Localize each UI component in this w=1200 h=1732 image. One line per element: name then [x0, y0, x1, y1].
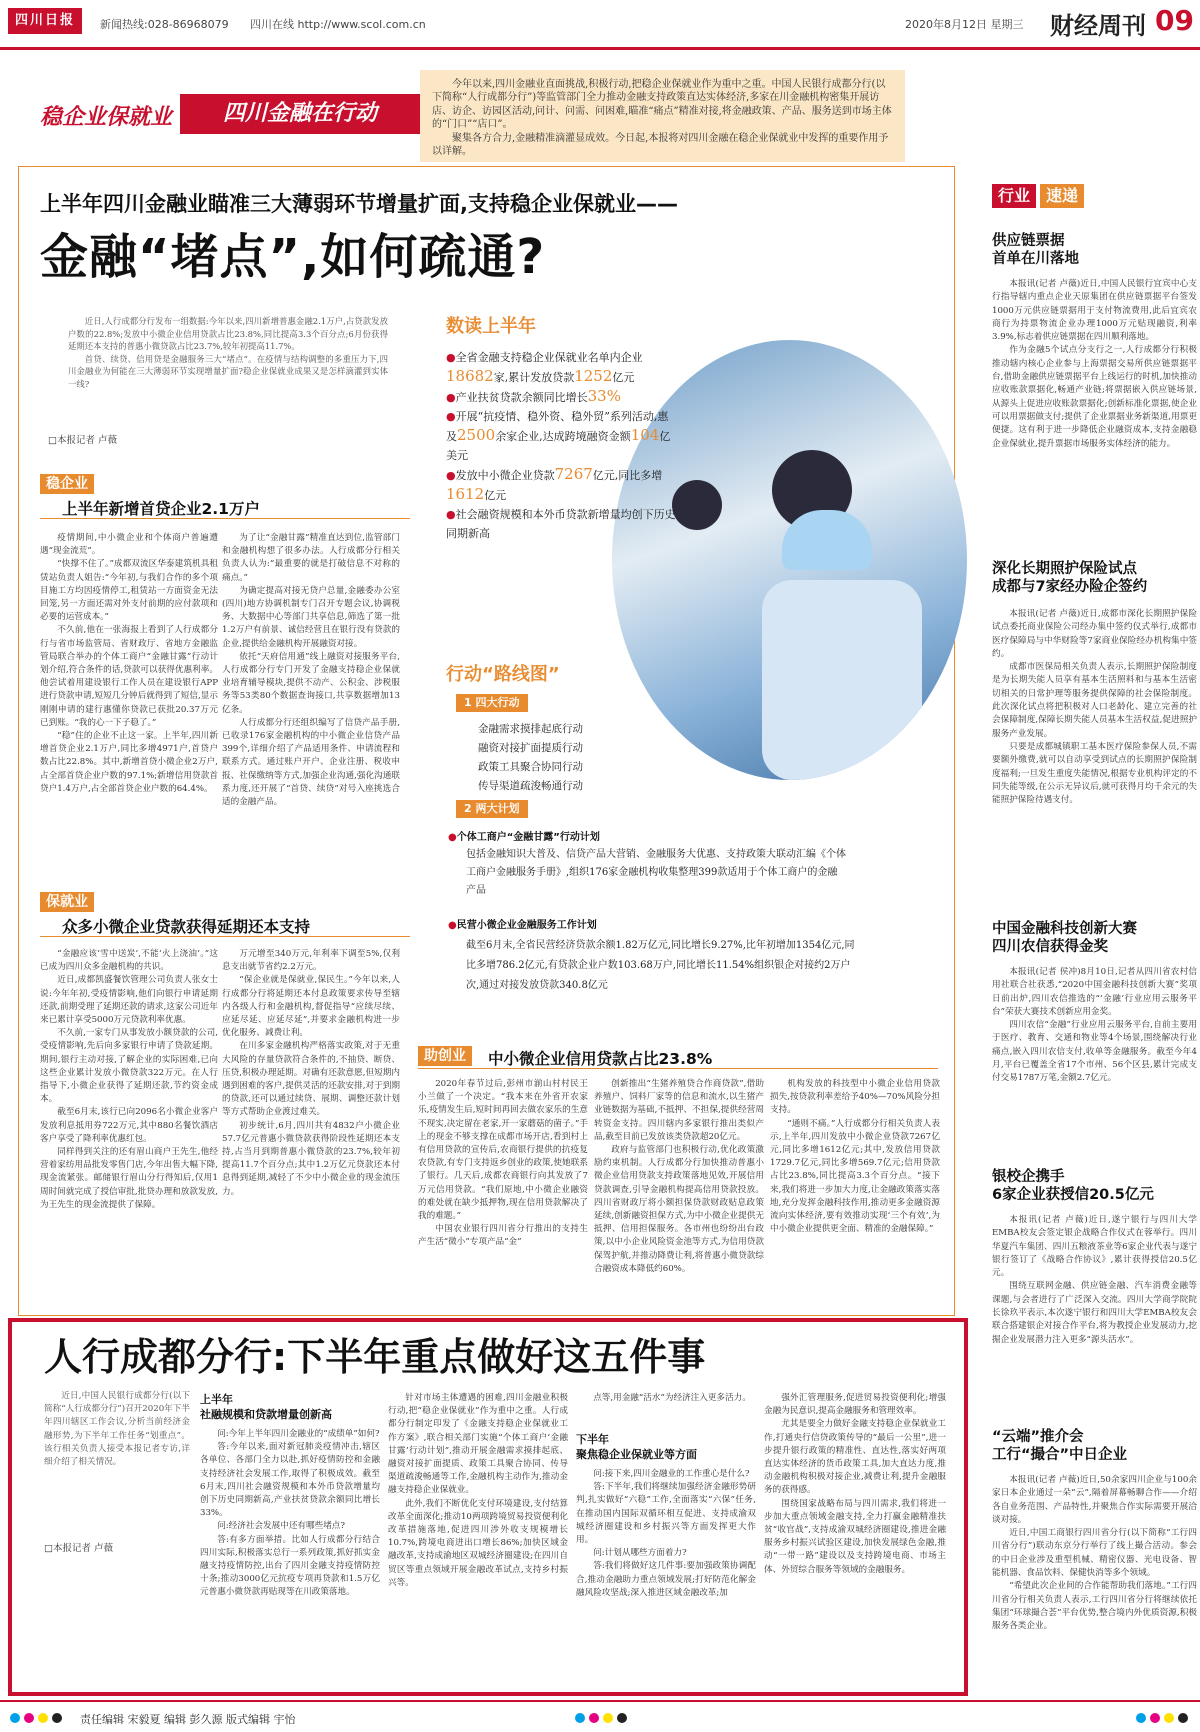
step-number: 2	[464, 802, 472, 815]
feature-col4	[764, 1392, 946, 1688]
s3-col1	[418, 1078, 588, 1310]
paragraph: 针对市场主体遭遇的困难,四川金融业积极行动,把“稳企业保就业”作为重中之重。人行成都分行制定印发了《金融支持稳企业保就业工作方案》,联合相关部门实施“个体工商户‘金融甘露’行动计划”,推动开展金融需求摸排起底、融资对接扩面提质、政策工具聚合协同、传导渠道疏浚畅通等工作,金融机构主动作为,推动金融支持稳企业保就业。	[388, 1393, 568, 1496]
stat-number: 18682	[446, 367, 494, 385]
feature-intro	[44, 1390, 190, 1530]
sidebar-tag-industry: 行业	[992, 184, 1036, 208]
s2-col1	[40, 948, 218, 1310]
photo-figure	[762, 580, 922, 780]
step-label: 两大计划	[475, 802, 520, 815]
paragraph: 中国农业银行四川省分行推出的支持生产生活“微小”专项产品“金”	[418, 1224, 588, 1248]
news-2-title: 深化长期照护保险试点 成都与7家经办险企签约	[992, 561, 1148, 595]
roadmap-item: 传导渠道疏浚畅通行动	[478, 780, 583, 792]
lead-byline: □本报记者 卢薇	[48, 435, 117, 446]
hotline: 新闻热线:028-86968079	[100, 18, 229, 31]
paragraph: 不久前,一家专门从事发放小额贷款的公司,受疫情影响,先后向多家银行申请了贷款延期。期间,银行主动对接,了解企业的实际困难,已向这些企业累计发放小微贷款322万元。在人行指导下,小微企业获得了延期还款,节约资金成本。	[40, 1028, 218, 1105]
paragraph: 近日,成都凯盛餐饮管理公司负责人张女士说:今年年初,受疫情影响,他们向银行申请延期还款,前期受理了延期还款的请求,这家公司近年来已累计享受5000万元贷款利率优惠。	[40, 975, 218, 1026]
issue-date: 2020年8月12日 星期三	[905, 18, 1024, 31]
news-3-title: 中国金融科技创新大赛 四川农信获得金奖	[992, 921, 1137, 955]
page-number: 09	[1155, 4, 1194, 37]
step-1-badge	[456, 694, 528, 712]
paragraph: 答:下半年,我们将继续加强经济金融形势研判,扎实做好“六稳”工作,全面落实“六保”任务,在推动国内国际双循环相互促进、支持成渝双城经济圈建设和乡村振兴等方面发挥更大作用。	[576, 1482, 756, 1546]
paragraph: “希望此次企业间的合作能帮助我们落地。”工行四川省分行相关负责人表示,工行四川省分行将继续依托集团“环球撮合荟”平台优势,整合境内外优质资源,积极服务各类企业。	[992, 1581, 1197, 1632]
paragraph: 此外,我们不断优化支付环境建设,支付结算改革全面深化;推动10两项跨境贸易投资便利化改革措施落地,促进四川涉外收支规模增长10.7%,跨境电商进出口增长86%;加快区域金融改革,支持成渝地区双城经济圈建设;在四川自贸区等重点领域开展金融改革试点,支持乡村振兴等。	[388, 1498, 568, 1588]
intro-para: 今年以来,四川金融业直面挑战,积极行动,把稳企业保就业作为重中之重。中国人民银行成都分行(以下简称“人行成都分行”)等监管部门全力推动金融支持政策直达实体经济,多家在川金融机构密集开展访店、访企、访园区活动,问计、问需、问困难,瞄准“痛点”精准对接,将金融政策、产品、服务送到市场主体的“门口”“店口”。	[432, 79, 892, 131]
stat-item: ●全省金融支持稳企业保就业名单内企业18682家,累计发放贷款1252亿元	[446, 351, 643, 385]
feature-col3	[576, 1468, 756, 1688]
photo-figure	[672, 480, 722, 530]
paragraph: 问:经济社会发展中还有哪些堵点?	[217, 1521, 346, 1532]
paragraph: 人行成都分行还组织编写了信贷产品手册,已收录176家金融机构的中小微企业信贷产品399个,详细介绍了产品适用条件、申请流程和联系方式。通过账户开户、企业注册、税收申报、社保缴纳等方式,加强企业沟通,强化沟通联系力度,还开展了“首贷、续贷”对号入座挑选合适的金融产品。	[222, 717, 400, 808]
plan-title: 个体工商户“金融甘露”行动计划	[456, 832, 600, 843]
stat-item: ●社会融资规模和本外币贷款新增量均创下历史同期新高	[446, 508, 676, 540]
paragraph: 创新推出“生猪养殖贷合作商贷款”,借助养殖户、饲料厂家等的信息和流水,以生猪产业链数据为基础,不抵押、不担保,提供经营周转资金支持。四川辖内多家银行推出类似产品,截至目前已发放该类贷款超20亿元。	[594, 1079, 764, 1142]
paragraph: 点等,用金融“活水”为经济注入更多活力。	[593, 1393, 751, 1403]
paragraph: 本报讯(记者 卢薇)近日,遂宁银行与四川大学EMBA校友会签定银企战略合作仪式在蓉举行。四川华夏汽车集团、四川五粮液茶业等6家企业代表与遂宁银行签订了《战略合作协议》,累计获得授信20.5亿元。	[992, 1215, 1197, 1279]
paragraph: 问:今年上半年四川金融业的“成绩单”如何?	[217, 1429, 380, 1439]
paragraph: 本报讯(记者 卢薇)近日,50余家四川企业与100余家日本企业通过一朵“云”,隔着屏幕畅聊合作——介绍各自业务范围、产品特性,并聚焦合作实际需要开展洽谈对接。	[992, 1475, 1197, 1525]
roadmap-item: 融资对接扩面提质行动	[478, 742, 583, 754]
roadmap-title: 行动“路线图”	[446, 664, 560, 685]
news-2-body	[992, 608, 1197, 898]
step-2-badge	[456, 800, 528, 818]
registration-dot-icon	[1150, 1713, 1160, 1723]
paragraph: 尤其是要全力做好金融支持稳企业保就业工作,打通央行信贷政策传导的“最后一公里”,进一步提升银行政策的精准性、直达性,落实好两项直达实体经济的货币政策工具,加大直达力度,推动金融机构积极对接企业,减费让利,提升金融服务的获得感。	[764, 1419, 946, 1496]
news-1-body	[992, 278, 1197, 538]
roadmap-item: 金融需求摸排起底行动	[478, 723, 583, 735]
stat-item: ●产业扶贫贷款余额同比增长33%	[446, 387, 621, 405]
paragraph: 在川多家金融机构严格落实政策,对于无重大风险的存量贷款符合条件的,不抽贷、断贷、压贷,积极办理延期。对确有还款意愿,但短期内遇到困难的客户,提供灵活的还款安排,对于到期的贷款,还可以通过续贷、展期、调整还款计划等方式帮助企业渡过难关。	[222, 1041, 400, 1118]
lead-summary	[68, 315, 388, 415]
feature-byline: □本报记者 卢薇	[44, 1543, 113, 1554]
step-number: 1	[464, 696, 472, 709]
banner-part1: 稳企业保就业	[40, 105, 173, 130]
page-footer	[0, 1700, 1200, 1732]
news-4-body	[992, 1214, 1197, 1404]
editor-credits: 责任编辑 宋毅夏 编辑 彭久源 版式编辑 宇怡	[80, 1713, 296, 1726]
registration-dot-icon	[1136, 1713, 1146, 1723]
paragraph: 2020年春节过后,彭州市湔山村村民王小兰做了一个决定。“我本来在外省开农家乐,疫情发生后,短时间再回去做农家乐的生意不现实,决定留在老家,开一家蘑菇的菌子。”手上的现金不够支撑在成都市场开店,看到村上有信用贷款的宣传后,农商银行提供的抗疫复农贷款,有专门支持返乡创业的政策,使她联系了银行。几天后,成都农商银行向其发放了7万元信用贷款。“我们原地,中小微企业融资的难处就在缺少抵押物,现在信用贷款解决了我的难题。”	[418, 1079, 588, 1222]
paragraph: “通则不痛。”人行成都分行相关负责人表示,上半年,四川发放中小微企业贷款7267亿元,同比多增1612亿元;其中,发放信用贷款1729.7亿元,同比多增569.7亿元;信用贷款占比23.8%,同比提高3.3个百分点。“接下来,我们将进一步加大力度,让金融政策落实落地,充分发挥金融科技作用,推动更多金融资源流向实体经济,要有效推动实现‘三个有效’,为中小微企业提供更全面、精准的金融保障。”	[770, 1118, 940, 1235]
stat-number: 7267	[554, 465, 593, 483]
registration-dot-icon	[1164, 1713, 1174, 1723]
registration-dot-icon	[617, 1713, 627, 1723]
step-1-list	[478, 720, 678, 796]
paragraph: 疫情期间,中小微企业和个体商户普遍遭遇“现金流荒”。	[40, 533, 218, 557]
section-title-1: 上半年新增首贷企业2.1万户	[62, 500, 260, 518]
stat-number: 1612	[446, 485, 485, 503]
section-tag-3: 助创业	[418, 1046, 472, 1066]
registration-dot-icon	[24, 1713, 34, 1723]
summary-para: 首贷、续贷、信用贷是金融服务三大“堵点”。在疫情与结构调整的多重压力下,四川金融业为何能在三大薄弱环节实现增量扩面?稳企业保就业成果又是怎样滴灌到实体一线?	[68, 353, 388, 389]
divider	[40, 936, 410, 937]
paragraph: 不久前,他在一张海报上看到了人行成都分行与省市场监管局、省财政厅、省地方金融监管局联合举办的个体工商户“金融甘露”行动计划介绍,符合条件的话,贷款可以获得优惠利率。他尝试着用建设银行工作人员在建设银行APP进行贷款申请,短短几分钟后就得到了短信,显示刚刚申请的建行惠懂你贷款已获批20.37万元已到账。“我的心一下子稳了。”	[40, 625, 218, 728]
divider	[40, 518, 410, 519]
paragraph: 同样得到关注的还有眉山商户王先生,他经营着家纺用品批发零售门店,今年出售大幅下降,现金流紧张。邮储银行眉山分行得知后,仅用1周时间就完成了授信审批,批贷办理和放款发放,为王先生的现金流提供了保障。	[40, 1147, 218, 1210]
news-5-body	[992, 1474, 1197, 1692]
plan-2-text: 截至6月末,全省民营经济贷款余额1.82万亿元,同比增长9.27%,比年初增加1354亿元,同比多增786.2亿元,有贷款企业户数103.68万户,同比增长11.54%组织银企对接约2万户次,通过对接发放贷款340.8亿元	[466, 940, 855, 991]
s1-col2	[222, 532, 400, 870]
paragraph: “保企业就是保就业,保民生。”今年以来,人行成都分行将延期还本付息政策要求传导至辖内各级人行和金融机构,督促指导“应续尽续、应延尽延、应延尽延”,并要求金融机构进一步优化服务、减费让利。	[222, 975, 400, 1039]
paragraph: 依托“天府信用通”线上融资对接服务平台,人行成都分行专门开发了金融支持稳企业保就业培育辅导模块,提供不动产、公积金、涉税服务等53类80个数据查询接口,共享数据增加13亿条。	[222, 651, 400, 715]
registration-dot-icon	[10, 1713, 20, 1723]
s3-col3	[770, 1078, 940, 1310]
s3-col2	[594, 1078, 764, 1310]
registration-dot-icon	[1178, 1713, 1188, 1723]
editor-intro	[420, 70, 905, 162]
series-banner	[40, 92, 420, 140]
paragraph: 本报讯(记者 侯冲)8月10日,记者从四川省农村信用社联合社获悉,“2020中国金融科技创新大赛”奖项日前出炉,四川农信推选的“‘金融’行业应用云服务平台”荣获大赛技术创新应用金奖。	[992, 967, 1197, 1017]
masthead	[0, 0, 1200, 50]
stat-number: 2500	[457, 426, 496, 444]
paragraph: 近日,中国工商银行四川省分行(以下简称“工行四川省分行”)联动东京分行举行了线上撮合活动。参会的中日企业涉及重型机械、精密仪器、光电设备、智能机器、食品饮料、保健快消等多个领域。	[992, 1528, 1197, 1579]
plan-1-title: ●个体工商户“金融甘露”行动计划	[448, 832, 600, 843]
paragraph: 围绕互联网金融、供应链金融、汽车消费金融等课题,与会者进行了广泛深入交流。四川大学商学院院长徐玖平表示,本次遂宁银行和四川大学EMBA校友会联合搭建银企对接合作平台,将为教授企业发展动力,挖掘企业发展潜力注入更多“源头活水”。	[992, 1281, 1197, 1345]
plan-title: 民营小微企业金融服务工作计划	[456, 920, 597, 931]
news-4-title: 银校企携手 6家企业获授信20.5亿元	[992, 1169, 1154, 1203]
lead-kicker: 上半年四川金融业瞄准三大薄弱环节增量扩面,支持稳企业保就业——	[40, 192, 678, 216]
paragraph: 机构发放的科技型中小微企业信用贷款损失,按贷款利率差给予40%—70%风险分担支持。	[770, 1079, 940, 1116]
stat-number: 33%	[587, 387, 621, 405]
registration-dot-icon	[603, 1713, 613, 1723]
section-tag-2: 保就业	[40, 892, 94, 912]
stat-number: 104	[630, 426, 660, 444]
paragraph: 只要是成都城镇职工基本医疗保险参保人员,不需要额外缴费,就可以自动享受到试点的长期照护保险制度福利;一旦发生重度失能情况,根据专业机构评定的不同失能等级,在公示无异议后,就可获得月均千余元的失能照护保险待遇支付。	[992, 741, 1197, 806]
plan-1-text: 包括金融知识大普及、信贷产品大营销、金融服务大优惠、支持政策大联动汇编《个体工商户金融服务手册》,组织176家金融机构收集整理399款适用于个体工商户的金融产品	[466, 849, 846, 896]
section-title-3: 中小微企业信用贷款占比23.8%	[488, 1050, 713, 1068]
paragraph: “稳”住的企业不止这一家。上半年,四川新增首贷企业2.1万户,同比多增4971户,首贷户数占比22.8%。其中,新增首贷小微企业2万户,占全部首贷企业户数的97.1%;新增信用贷款首贷户1.4万户,占全部首贷企业户数的64.4%。	[40, 731, 218, 794]
paragraph: 初步统计,6月,四川共有4832户小微企业57.7亿元普惠小微贷款获得阶段性延期还本支持,占当月到期普惠小微贷款的23.7%,较年初提高11.7个百分点;其中1.2万亿元贷款还本付息得到延期,减轻了不少中小微企业的现金流压力。	[222, 1120, 400, 1197]
plan-2-title: ●民营小微企业金融服务工作计划	[448, 920, 597, 931]
paragraph: 万元增至340万元,年利率下调至5%,仅利息支出就节省约2.2万元。	[222, 949, 400, 973]
step-label: 四大行动	[475, 696, 520, 709]
news-5-title: “云端”推介会 工行“撮合”中日企业	[992, 1429, 1128, 1463]
paragraph: 为了让“金融甘露”精准直达到位,监管部门和金融机构想了很多办法。人行成都分行相关负责人认为:“最重要的就是打破信息不对称的痛点。”	[222, 533, 400, 583]
paragraph: “金融应该‘雪中送炭’,不能‘火上浇油’。”这已成为四川众多金融机构的共识。	[40, 949, 218, 973]
paragraph: 本报讯(记者 卢薇)近日,成都市深化长期照护保险试点委托商业保险公司经办集中签约仪式举行,成都市医疗保障局与中华财险等7家商业保险经办机构集中签约。	[992, 609, 1197, 659]
paragraph: 截至6月末,该行已向2096名小微企业客户发放利息抵用券722万元,其中880名餐饮酒店客户享受了降利率优惠红包。	[40, 1107, 218, 1144]
paragraph: 答:有多方面举措。比如人行成都分行结合四川实际,积极落实总行一系列政策,抓好抓实金融支持疫情防控,出台了四川金融支持疫情防控十条;推动3000亿元抗疫专项再贷款和1.5万亿元普惠小微贷款再贴现等在川政策落地。	[200, 1534, 380, 1598]
section-title-2: 众多小微企业贷款获得延期还本支持	[62, 918, 311, 936]
paragraph: 围绕国家战略布局与四川需求,我们将进一步加大重点领域金融支持,全力打赢金融精准扶贫“收官战”,支持成渝双城经济圈建设,推进金融服务乡村振兴试验区建设,加快发展绿色金融,推动“一带一路”建设以及支持跨境电商、市场主体、外贸综合服务等领域的金融服务。	[764, 1498, 946, 1575]
feature-col2	[388, 1392, 568, 1688]
website: 四川在线 http://www.scol.com.cn	[250, 18, 426, 31]
registration-dot-icon	[38, 1713, 48, 1723]
feature-col1	[200, 1428, 380, 1688]
roadmap-item: 政策工具聚合协同行动	[478, 761, 583, 773]
s2-col2	[222, 948, 400, 1310]
stat-item: ●开展“抗疫情、稳外资、稳外贸”系列活动,惠及2500余家企业,达成跨境融资金额104亿美元	[446, 410, 671, 462]
section-tag-1: 稳企业	[40, 474, 94, 494]
paragraph: 近日,中国人民银行成都分行(以下简称“人行成都分行”)召开2020年下半年四川辖区工作会议,分析当前经济金融形势,为下半年工作任务“划重点”。该行相关负责人接受本报记者专访,详细介绍了相关情况。	[44, 1391, 190, 1468]
paragraph: 为确定提高对接无贷户总量,金融委办公室(四川)地方协调机制专门召开专题会议,协调税务、大数据中心等部门共享信息,筛选了第一批1.2万户有前景、诚信经营且在银行没有贷款的企业,提供给金融机构开展融资对接。	[222, 585, 400, 649]
paragraph: 本报讯(记者 卢薇)近日,中国人民银行宜宾中心支行指导辖内重点企业天原集团在供应链票据平台签发1000万元供应链票据用于支付物流费用,此后宜宾农商行为持票物流企业办理1000万元贴现融资,利率3.9%,标志着供应链票据在四川顺利落地。	[992, 279, 1197, 343]
feature-headline: 人行成都分行:下半年重点做好这五件事	[44, 1335, 706, 1379]
stat-number: 1252	[574, 367, 613, 385]
photo-figure	[782, 510, 872, 570]
sidebar-tag-express: 速递	[1040, 184, 1084, 208]
paragraph: 成都市医保局相关负责人表示,长期照护保险制度是为长期失能人员享有基本生活照料和与基本生活密切相关的日常护理等服务提供保障的社会保险制度。此次深化试点将把积极对人口老龄化、建立完善的社会保障制度,保障长期失能人员基本生活权益,促进照护服务产业发展。	[992, 662, 1197, 739]
summary-para: 近日,人行成都分行发布一组数据:今年以来,四川新增普惠金融2.1万户,占贷款发放户数的22.8%;发放中小微企业信用贷款占比23.8%,同比提高3.3个百分点;6月份获得延期还本支持的普惠小微贷款占比23.7%,较年初提高11.7%。	[68, 316, 388, 352]
paragraph: “快撑不住了。”成都双流区华泰建筑机具租赁站负责人姐告:“今年初,与我们合作的多个项目施工方均因疫情停工,租赁站一方面资金无法回笼,另一方面还需对外支付前期的应付款项和必要的运营成本。”	[40, 559, 218, 623]
feature-col3-top	[576, 1392, 756, 1422]
feature-subhead-2: 下半年 聚焦稳企业保就业等方面	[576, 1433, 697, 1461]
newspaper-logo: 四川日报	[8, 8, 82, 34]
paragraph: 作为金融5个试点分支行之一,人行成都分行积极推动辖内核心企业参与上海票据交易所供应链票据平台,借助金融供应链票据平台上线运行的时机,加快推动应收账款票据化,畅通产业链;将票据嵌入供应链场景,从源头上促进应收账款票据化;创新标准化票据,使企业可以用票据做支付;提供了企业票据业务新渠道,用票更便捷。这有利于进一步降低企业融资成本,支持金融稳企业保就业,提升票据市场服务实体经济的能力。	[992, 345, 1197, 449]
registration-dot-icon	[589, 1713, 599, 1723]
paragraph: 四川农信“金融”行业应用云服务平台,自前主要用于医疗、教育、交通和物业等4个场景,围绕解决行业痛点,嵌入四川农信支付,收单等金融服务。截至今年4月,平台已覆盖全省17个市州、56个区县,累计完成支付交易1787万笔,金额2.7亿元。	[992, 1020, 1197, 1084]
section-name: 财经周刊	[1050, 12, 1146, 40]
paragraph: 政府与监管部门也积极行动,优化政策激励约束机制。人行成都分行加快推动普惠小微企业信用贷款支持政策落地见效,开展信用贷款调查,引导金融机构提高信用贷款投放。四川省财政厅将小额担保贷款财政贴息政策延续,创新融资担保方式,为中小微企业提供无抵押、信用担保服务。各市州也纷纷出台政策,以中小企业风险资金池等方式,为信用贷款保驾护航,并推动降费让利,将普惠小微贷款综合融资成本降低约60%。	[594, 1145, 764, 1274]
lead-headline: 金融“堵点”,如何疏通?	[40, 229, 546, 285]
news-3-body	[992, 966, 1197, 1146]
paragraph: 问:接下来,四川金融业的工作重心是什么?	[593, 1469, 750, 1479]
paragraph: 问:计划从哪些方面着力?	[593, 1548, 687, 1559]
paragraph: 强外汇管理服务,促进贸易投资便利化;增强金融为民意识,提高金融服务和管理效率。	[764, 1393, 946, 1417]
banner-part2: 四川金融在行动	[180, 94, 420, 134]
stat-item: ●发放中小微企业贷款7267亿元,同比多增1612亿元	[446, 465, 663, 503]
s1-col1	[40, 532, 218, 870]
feature-subhead-1: 上半年 社融规模和贷款增量创新高	[200, 1393, 332, 1421]
intro-para: 聚集各方合力,金融精准滴灌显成效。今日起,本报将对四川金融在稳企业保就业中发挥的重要作用予以详解。	[432, 132, 889, 158]
paragraph: 答:我们将做好这几件事:要加强政策协调配合,推动金融助力重点领域发展;打好防范化解金融风险攻坚战;深入推进区域金融改革;加	[576, 1561, 756, 1598]
divider	[418, 1068, 938, 1069]
paragraph: 答:今年以来,面对新冠肺炎疫情冲击,辖区各单位、各部门全力以赴,抓好疫情防控和金融支持经济社会发展工作,取得了积极成效。截至6月末,四川社会融资规模和本外币贷款增量均创下历史同期新高,产业扶贫贷款余额同比增长33%。	[200, 1442, 380, 1519]
news-1-title: 供应链票据 首单在川落地	[992, 233, 1079, 267]
registration-dot-icon	[52, 1713, 62, 1723]
registration-dot-icon	[575, 1713, 585, 1723]
data-panel-stats	[446, 348, 676, 543]
data-panel-title: 数读上半年	[446, 316, 536, 337]
